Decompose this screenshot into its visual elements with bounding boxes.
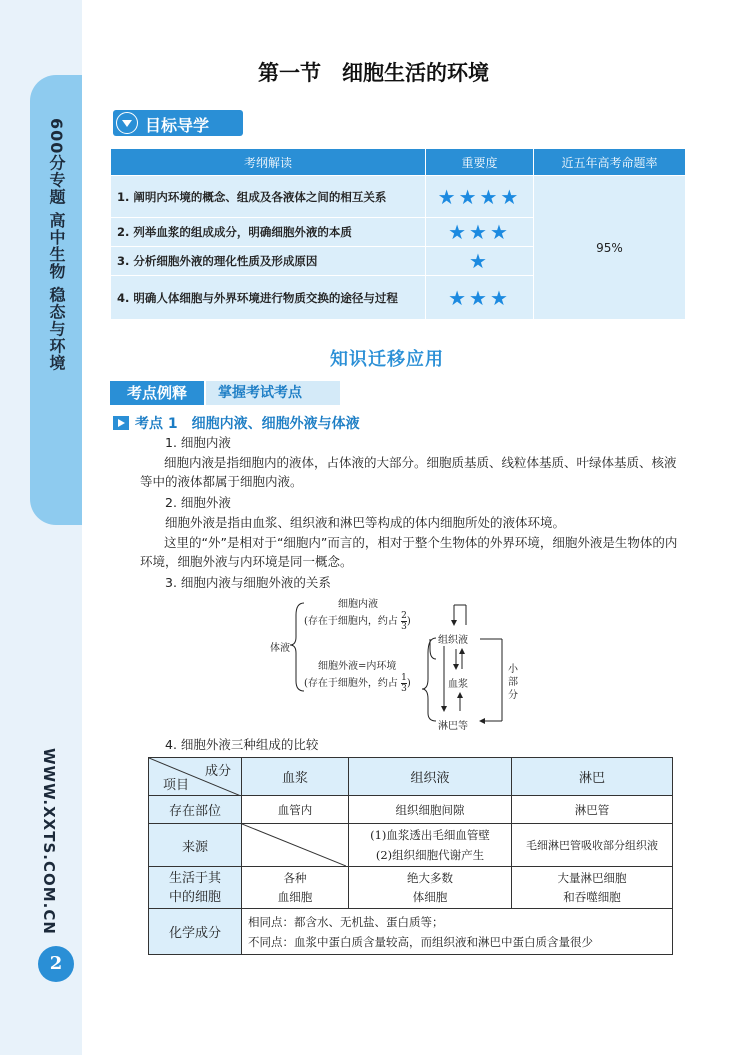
row-label: 化学成分 [149, 909, 242, 955]
exam-rate: 95% [534, 176, 686, 320]
difference-text: 不同点：血浆中蛋白质含量较高，而组织液和淋巴中蛋白质含量很少 [248, 934, 593, 949]
empty-diagonal-cell [242, 824, 349, 867]
source-line-2: (2)组织细胞代谢产生 [375, 848, 485, 862]
row-label-line-2: 中的细胞 [168, 889, 221, 905]
goal-header-rate: 近五年高考命题率 [534, 149, 686, 176]
fraction-one-third [401, 673, 407, 694]
extracellular-label: 细胞外液=内环境 [318, 661, 397, 672]
cell [512, 867, 673, 909]
star-rating: ★★★ [426, 276, 534, 320]
kaodian-right-label: 掌握考试考点 [206, 381, 340, 405]
extracellular-note-text: (存在于细胞外，约占 [304, 678, 398, 689]
p3-heading: 3. 细胞内液与细胞外液的关系 [165, 575, 331, 590]
intracellular-note: (存在于细胞内，约占 $\frac{2}{3}$ ) [304, 611, 411, 632]
fraction-denominator: 3 [401, 684, 407, 694]
cell [349, 824, 512, 867]
fraction-denominator: 3 [401, 622, 407, 632]
lymph-label: 淋巴等 [438, 717, 468, 732]
similarity-text: 相同点：都含水、无机盐、蛋白质等； [248, 914, 444, 929]
website-label: WWW.XXTS.COM.CN [40, 748, 58, 935]
p1-heading: 1. 细胞内液 [165, 435, 231, 450]
p1-body: 细胞内液是指细胞内的液体，占体液的大部分。细胞质基质、线粒体基质、叶绿体基质、核液等中的液体都属于细胞内液。 [140, 455, 677, 489]
tissue-fluid-label: 组织液 [438, 631, 468, 646]
cell [349, 867, 512, 909]
diagonal-line [242, 824, 346, 866]
fluid-relation-diagram [268, 593, 528, 733]
goal-guide-banner [113, 110, 243, 136]
star-rating: ★★★★ [426, 176, 534, 218]
cell: 淋巴管 [512, 796, 673, 824]
row-label-line-1: 生活于其 [168, 870, 221, 886]
cell-line-2: 体细胞 [412, 889, 448, 904]
page-number: 2 [38, 946, 74, 982]
cell: 血管内 [242, 796, 349, 824]
comparison-table [148, 757, 673, 955]
star-rating: ★★★ [426, 218, 534, 247]
goal-row-text: 2. 列举血浆的组成成分，明确细胞外液的本质 [111, 218, 426, 247]
section-heading: 知识迁移应用 [330, 349, 444, 370]
cell-line-2: 和吞噬细胞 [563, 889, 621, 904]
goal-header-importance: 重要度 [426, 149, 534, 176]
col-header-tissue-fluid: 组织液 [349, 758, 512, 796]
kaodian1-title [113, 413, 360, 433]
goal-table [110, 148, 686, 320]
goal-row-text: 4. 明确人体细胞与外界环境进行物质交换的途径与过程 [111, 276, 426, 320]
p4-heading: 4. 细胞外液三种组成的比较 [165, 737, 319, 752]
extracellular-note: (存在于细胞外，约占 $\frac{1}{3}$ ) [304, 673, 411, 694]
p2-heading: 2. 细胞外液 [165, 495, 231, 510]
kaodian1-title-text: 考点 1 细胞内液、细胞外液与体液 [135, 416, 360, 432]
goal-row-text: 1. 阐明内环境的概念、组成及各液体之间的相互关系 [111, 176, 426, 218]
cell [242, 867, 349, 909]
fraction-numerator: 2 [401, 611, 407, 621]
sidebar-tab-text: 600分专题 高中生物 稳态与环境 [47, 118, 66, 372]
corner-bottom-label: 项目 [163, 778, 190, 793]
plasma-label: 血浆 [448, 675, 468, 690]
corner-top-label: 成分 [204, 764, 231, 779]
cell-line-2: 血细胞 [277, 889, 313, 904]
goal-header-outline: 考纲解读 [111, 149, 426, 176]
intracellular-note-text: (存在于细胞内，约占 [304, 616, 398, 627]
p2-body1: 细胞外液是指由血浆、组织液和淋巴等构成的体内细胞所处的液体环境。 [165, 515, 566, 530]
page-title: 第一节 细胞生活的环境 [258, 60, 489, 85]
p2-body2: 这里的“外”是相对于“细胞内”而言的，相对于整个生物体的外界环境，细胞外液是生物体的内环境，细胞外液与内环境是同一概念。 [140, 535, 678, 569]
cell: 组织细胞间隙 [349, 796, 512, 824]
row-label [149, 867, 242, 909]
chem-composition-cell [242, 909, 673, 955]
col-header-plasma: 血浆 [242, 758, 349, 796]
fraction-numerator: 1 [401, 673, 407, 683]
corner-cell [149, 758, 242, 796]
cell: 毛细淋巴管吸收部分组织液 [512, 824, 673, 867]
star-rating: ★ [426, 247, 534, 276]
kaodian-banner [110, 381, 340, 405]
cell-line-1: 绝大多数 [407, 870, 453, 885]
tiye-label: 体液 [270, 643, 290, 654]
goal-guide-label: 目标导学 [145, 116, 210, 135]
row-label: 存在部位 [149, 796, 242, 824]
source-line-1: (1)血浆透出毛细血管壁 [370, 828, 490, 842]
intracellular-label: 细胞内液 [338, 599, 378, 610]
cell-line-1: 大量淋巴细胞 [557, 870, 627, 885]
play-icon [113, 416, 129, 430]
goal-row-text: 3. 分析细胞外液的理化性质及形成原因 [111, 247, 426, 276]
chevron-down-icon [116, 112, 138, 134]
fraction-two-thirds [401, 611, 407, 632]
col-header-lymph: 淋巴 [512, 758, 673, 796]
small-part-label: 小部分 [508, 664, 518, 701]
kaodian-left-label: 考点例释 [110, 381, 204, 405]
row-label: 来源 [149, 824, 242, 867]
cell-line-1: 各种 [283, 870, 307, 885]
